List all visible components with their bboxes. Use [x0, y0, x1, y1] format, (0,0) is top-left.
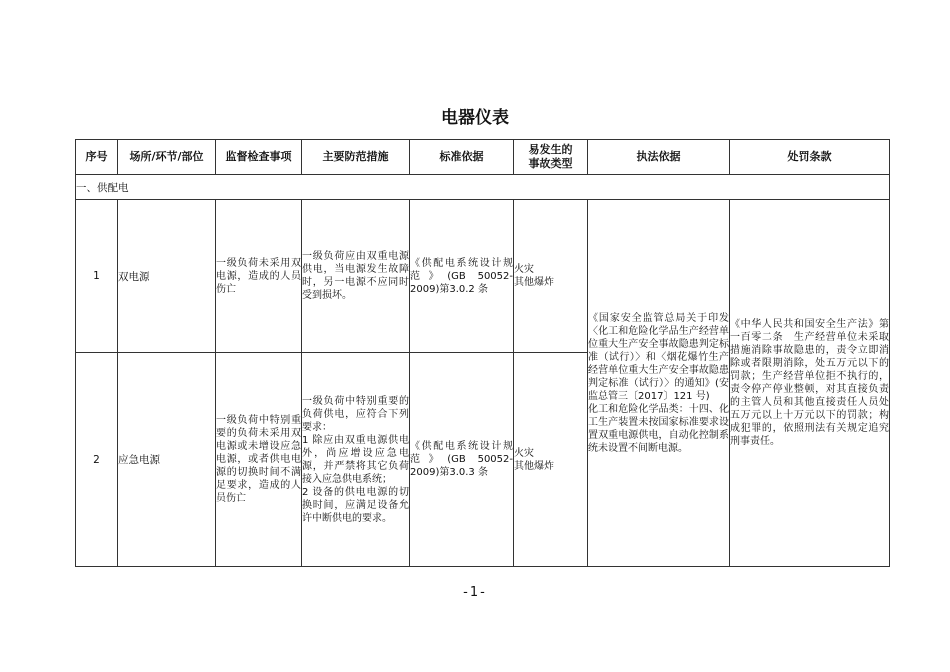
header-cell: 主要防范措施 — [302, 140, 410, 175]
row-accident-type: 火灾 其他爆炸 — [514, 353, 588, 567]
header-cell: 处罚条款 — [730, 140, 890, 175]
penalty-cell: 《中华人民共和国安全生产法》第一百零二条 生产经营单位未采取措施消除事故隐患的，责令立即消除或者限期消除，处五万元以下的罚款；生产经营单位拒不执行的，责令停产停业整顿，对其直接负责的主管人员和其他直接责任人员处五万元以上十万元以下的罚款；构成犯罪的，依照刑法有关规定追究刑事责任。 — [730, 200, 890, 567]
row-place: 应急电源 — [118, 353, 216, 567]
section-row — [76, 175, 890, 200]
table-row — [76, 200, 890, 353]
row-standard: 《供配电系统设计规范》(GB 50052-2009)第3.0.3 条 — [410, 353, 514, 567]
row-number: 2 — [76, 353, 118, 567]
page-title: 电器仪表 — [441, 108, 509, 128]
section-label: 一、供配电 — [76, 175, 890, 200]
header-cell: 标准依据 — [410, 140, 514, 175]
header-cell: 场所/环节/部位 — [118, 140, 216, 175]
header-cell: 易发生的 事故类型 — [514, 140, 588, 175]
row-accident-type: 火灾 其他爆炸 — [514, 200, 588, 353]
row-number: 1 — [76, 200, 118, 353]
page-number: -1- — [463, 585, 487, 600]
header-cell: 监督检查事项 — [216, 140, 302, 175]
row-inspection-item: 一级负荷未采用双电源，造成的人员伤亡 — [216, 200, 302, 353]
header-cell: 执法依据 — [588, 140, 730, 175]
inspection-table — [75, 139, 890, 567]
header-cell: 序号 — [76, 140, 118, 175]
row-place: 双电源 — [118, 200, 216, 353]
row-measure: 一级负荷应由双重电源供电，当电源发生故障时，另一电源不应同时受到损坏。 — [302, 200, 410, 353]
law-basis-cell: 《国家安全监管总局关于印发〈化工和危险化学品生产经营单位重大生产安全事故隐患判定标准（试行）〉和〈烟花爆竹生产经营单位重大生产安全事故隐患判定标准（试行）〉的通知》(安监总管三〔2017〕121 号) 化工和危险化学品类：十四、化工生产装置未按国家标准要求设置双重电源供电，自动化控制系统未设置不间断电源。 — [588, 200, 730, 567]
row-standard: 《供配电系统设计规范》(GB 50052-2009)第3.0.2 条 — [410, 200, 514, 353]
row-inspection-item: 一级负荷中特别重要的负荷未采用双电源或未增设应急电源，或者供电电源的切换时间不满足要求，造成的人员伤亡 — [216, 353, 302, 567]
header-row — [76, 140, 890, 175]
row-measure: 一级负荷中特别重要的负荷供电，应符合下列要求： 1 除应由双重电源供电外，尚应增设应急电源，并严禁将其它负荷接入应急供电系统； 2 设备的供电电源的切换时间，应满足设备允许中断供电的要求。 — [302, 353, 410, 567]
